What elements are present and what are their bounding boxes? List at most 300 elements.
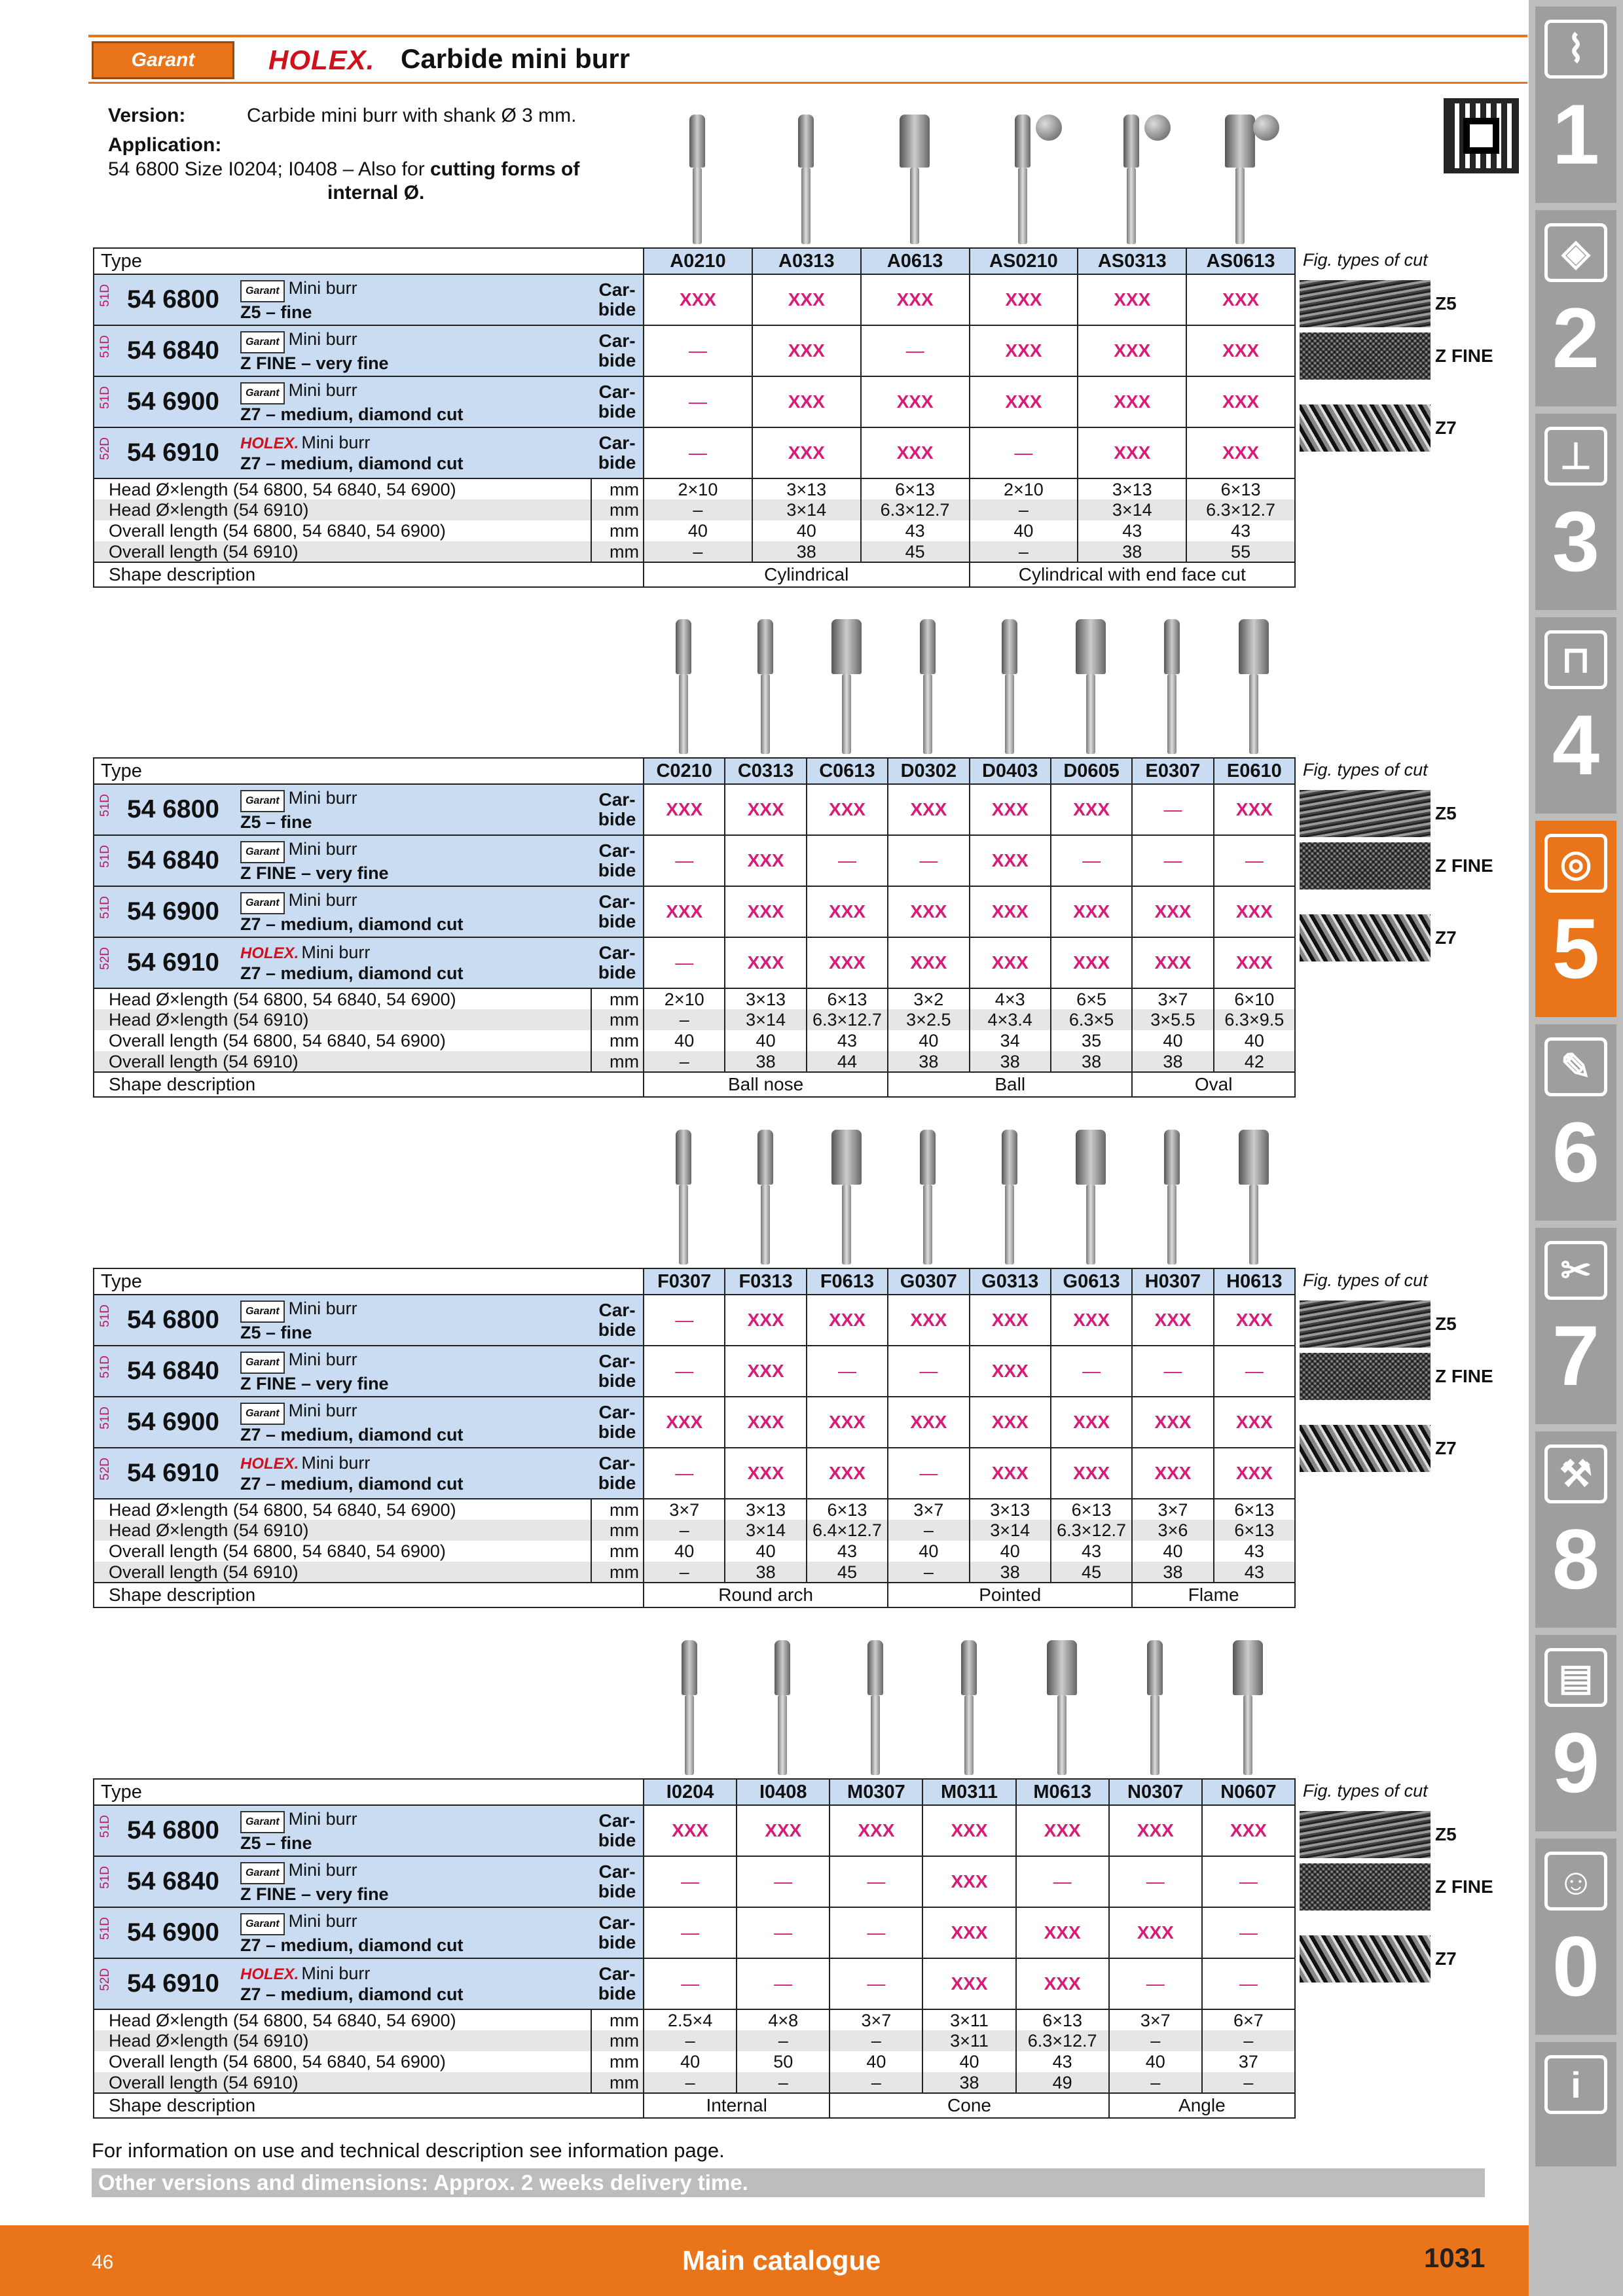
material-label[interactable]: Car- bide <box>591 1805 644 1856</box>
burr-image[interactable] <box>1086 674 1095 754</box>
chapter-tab-7[interactable] <box>1535 1228 1616 1424</box>
dimension-row[interactable] <box>94 478 1295 499</box>
availability-mark[interactable]: XXX <box>725 886 806 937</box>
article-number[interactable] <box>94 1295 238 1346</box>
garant-badge[interactable]: Garant <box>240 382 285 404</box>
shape-description[interactable]: Oval <box>1132 1072 1295 1097</box>
dimension-value[interactable]: 3×13 <box>970 1499 1051 1520</box>
cut-z5-image[interactable] <box>1300 1300 1431 1348</box>
article-class[interactable]: 51D <box>98 1355 112 1378</box>
article-description[interactable] <box>238 376 591 427</box>
dimension-row[interactable] <box>94 2009 1295 2030</box>
shape-label[interactable]: Shape description <box>94 1583 644 1607</box>
dimension-label[interactable]: Overall length (54 6800, 54 6840, 54 6900) <box>94 1541 591 1562</box>
type-code[interactable]: H0613 <box>1214 1268 1295 1295</box>
availability-mark[interactable]: XXX <box>1051 784 1132 835</box>
dimension-value[interactable]: 40 <box>1214 1030 1295 1051</box>
dimension-label[interactable]: Head Ø×length (54 6800, 54 6840, 54 6900) <box>94 988 591 1009</box>
garant-badge[interactable]: Garant <box>240 1811 285 1833</box>
dimension-value[interactable]: 3×7 <box>1132 1499 1213 1520</box>
article-row[interactable] <box>94 886 1295 937</box>
availability-mark[interactable]: XXX <box>1132 1448 1213 1499</box>
availability-mark[interactable]: XXX <box>1132 937 1213 988</box>
dimension-value[interactable]: 3×14 <box>725 1009 806 1030</box>
article-description[interactable] <box>238 1856 591 1907</box>
burr-head[interactable] <box>1047 1640 1077 1695</box>
cut-z7-image[interactable] <box>1300 1935 1431 1982</box>
availability-mark[interactable]: XXX <box>752 376 861 427</box>
fig-types-label[interactable]: Fig. types of cut <box>1303 1781 1428 1801</box>
unit-label[interactable]: mm <box>591 988 644 1009</box>
type-code[interactable]: F0613 <box>807 1268 888 1295</box>
article-row[interactable] <box>94 784 1295 835</box>
burr-head[interactable] <box>1164 619 1180 674</box>
dimension-value[interactable]: 3×5.5 <box>1132 1009 1213 1030</box>
availability-mark[interactable]: XXX <box>807 937 888 988</box>
type-code[interactable]: A0210 <box>644 248 752 274</box>
drill-icon[interactable]: ⌇ <box>1544 20 1607 79</box>
availability-mark[interactable]: XXX <box>644 1805 737 1856</box>
cabinet-icon[interactable]: ▤ <box>1544 1648 1607 1707</box>
shape-description[interactable]: Cylindrical with end face cut <box>970 562 1295 587</box>
type-code[interactable]: D0605 <box>1051 758 1132 784</box>
unit-label[interactable]: mm <box>591 1009 644 1030</box>
article-row[interactable] <box>94 1805 1295 1856</box>
material-label[interactable]: Car- bide <box>591 1397 644 1448</box>
article-no[interactable]: 54 6910 <box>127 1969 219 1998</box>
grade-label[interactable]: Z5 – fine <box>240 302 312 322</box>
tool-images[interactable] <box>643 1630 1294 1775</box>
shape-description[interactable]: Internal <box>644 2093 830 2118</box>
burr-image[interactable] <box>871 1695 880 1775</box>
article-description[interactable] <box>238 325 591 376</box>
article-row[interactable] <box>94 1346 1295 1397</box>
unit-label[interactable]: mm <box>591 541 644 562</box>
article-number[interactable] <box>94 937 238 988</box>
dimension-label[interactable]: Overall length (54 6800, 54 6840, 54 6900) <box>94 2051 591 2072</box>
dimension-value[interactable]: 3×14 <box>752 499 861 520</box>
garant-badge[interactable]: Garant <box>240 790 285 812</box>
dimension-value[interactable]: 40 <box>922 2051 1015 2072</box>
availability-mark[interactable]: XXX <box>752 274 861 325</box>
dimension-value[interactable]: 38 <box>888 1051 969 1072</box>
dimension-value[interactable]: – <box>644 1051 725 1072</box>
article-no[interactable]: 54 6910 <box>127 439 219 467</box>
article-number[interactable] <box>94 835 238 886</box>
product-table-2[interactable] <box>93 757 1296 1098</box>
type-code[interactable]: D0403 <box>970 758 1051 784</box>
dimension-value[interactable]: 6×13 <box>807 1499 888 1520</box>
dimension-label[interactable]: Head Ø×length (54 6910) <box>94 499 591 520</box>
dimension-value[interactable]: 40 <box>888 1030 969 1051</box>
garant-badge[interactable]: Garant <box>240 1913 285 1935</box>
grade-label[interactable]: Z5 – fine <box>240 1322 312 1342</box>
dimension-value[interactable]: 40 <box>752 520 861 541</box>
dimension-value[interactable]: 3×7 <box>1132 988 1213 1009</box>
availability-mark[interactable]: XXX <box>922 1958 1015 2009</box>
availability-mark[interactable]: XXX <box>861 274 970 325</box>
burr-image[interactable] <box>1150 1695 1159 1775</box>
mini-burr-label[interactable]: Mini burr <box>288 329 357 349</box>
dimension-row[interactable] <box>94 2072 1295 2093</box>
burr-image[interactable] <box>761 674 770 754</box>
grade-label[interactable]: Z5 – fine <box>240 1833 312 1853</box>
dimension-value[interactable]: 3×7 <box>830 2009 922 2030</box>
shape-description[interactable]: Flame <box>1132 1583 1295 1607</box>
type-label[interactable]: Type <box>94 1779 644 1805</box>
dimension-value[interactable]: 6×13 <box>1016 2009 1109 2030</box>
availability-mark[interactable]: XXX <box>807 1397 888 1448</box>
tool-images[interactable] <box>643 105 1294 244</box>
burr-image[interactable] <box>1243 1695 1252 1775</box>
chapter-number[interactable]: 9 <box>1552 1715 1600 1810</box>
chapter-tab-1[interactable] <box>1535 7 1616 203</box>
dimension-value[interactable]: 34 <box>970 1030 1051 1051</box>
article-no[interactable]: 54 6900 <box>127 387 219 416</box>
availability-mark[interactable]: XXX <box>888 784 969 835</box>
dimension-value[interactable]: 6.3×12.7 <box>807 1009 888 1030</box>
dimension-value[interactable]: 3×7 <box>1109 2009 1202 2030</box>
mini-burr-label[interactable]: Mini burr <box>288 1859 357 1880</box>
dimension-row[interactable] <box>94 541 1295 562</box>
mini-burr-label[interactable]: Mini burr <box>288 787 357 808</box>
chapter-tab-9[interactable] <box>1535 1635 1616 1831</box>
insert-icon[interactable]: ◈ <box>1544 223 1607 282</box>
availability-mark[interactable]: XXX <box>1109 1805 1202 1856</box>
availability-mark[interactable]: XXX <box>1186 427 1295 478</box>
dimension-value[interactable]: – <box>830 2030 922 2051</box>
grade-label[interactable]: Z7 – medium, diamond cut <box>240 1984 464 2004</box>
material-label[interactable]: Car- bide <box>591 1907 644 1958</box>
burr-head[interactable] <box>682 1640 697 1695</box>
article-no[interactable]: 54 6800 <box>127 795 219 823</box>
availability-mark[interactable]: XXX <box>1132 1397 1213 1448</box>
mini-burr-label[interactable]: Mini burr <box>301 942 371 962</box>
grade-label[interactable]: Z7 – medium, diamond cut <box>240 914 464 934</box>
availability-mark[interactable]: XXX <box>970 937 1051 988</box>
availability-mark[interactable]: XXX <box>725 1346 806 1397</box>
dimension-value[interactable]: 6×13 <box>1051 1499 1132 1520</box>
article-class[interactable]: 51D <box>98 1866 112 1889</box>
material-label[interactable]: Car- bide <box>591 325 644 376</box>
article-number[interactable] <box>94 1958 238 2009</box>
dimension-value[interactable]: – <box>1202 2030 1295 2051</box>
article-row[interactable] <box>94 1856 1295 1907</box>
burr-head[interactable] <box>920 1130 936 1185</box>
dimension-value[interactable]: 3×14 <box>725 1520 806 1541</box>
availability-mark[interactable]: XXX <box>1051 886 1132 937</box>
article-class[interactable]: 51D <box>98 1304 112 1327</box>
availability-mark[interactable]: XXX <box>1016 1907 1109 1958</box>
burr-image[interactable] <box>1086 1185 1095 1265</box>
dimension-label[interactable]: Overall length (54 6800, 54 6840, 54 6900) <box>94 1030 591 1051</box>
grade-label[interactable]: Z7 – medium, diamond cut <box>240 454 464 473</box>
availability-mark[interactable]: XXX <box>1078 325 1186 376</box>
availability-mark[interactable]: XXX <box>970 325 1078 376</box>
shape-label[interactable]: Shape description <box>94 562 644 587</box>
material-label[interactable]: Car- bide <box>591 835 644 886</box>
dimension-value[interactable]: 6.3×12.7 <box>1016 2030 1109 2051</box>
type-code[interactable]: N0607 <box>1202 1779 1295 1805</box>
burr-head[interactable] <box>1147 1640 1163 1695</box>
type-row[interactable] <box>94 1779 1295 1805</box>
unit-label[interactable]: mm <box>591 1051 644 1072</box>
article-number[interactable] <box>94 1448 238 1499</box>
material-label[interactable]: Car- bide <box>591 1295 644 1346</box>
dimension-value[interactable]: 3×13 <box>725 988 806 1009</box>
burr-head[interactable] <box>1233 1640 1263 1695</box>
chapter-tab-6[interactable] <box>1535 1024 1616 1221</box>
dimension-value[interactable]: 45 <box>861 541 970 562</box>
cut-face-dot[interactable] <box>1253 115 1279 141</box>
dimension-row[interactable] <box>94 1009 1295 1030</box>
burr-head[interactable] <box>831 619 862 674</box>
burr-image[interactable] <box>842 674 851 754</box>
tool-images[interactable] <box>643 609 1294 754</box>
dimension-value[interactable]: 3×14 <box>970 1520 1051 1541</box>
dimension-value[interactable]: 38 <box>752 541 861 562</box>
dimension-value[interactable]: 6.3×12.7 <box>1051 1520 1132 1541</box>
article-class[interactable]: 52D <box>98 1458 112 1480</box>
holex-badge[interactable]: HOLEX. <box>240 944 299 962</box>
unit-label[interactable]: mm <box>591 1541 644 1562</box>
dimension-value[interactable]: – <box>737 2030 830 2051</box>
dimension-value[interactable]: 43 <box>1051 1541 1132 1562</box>
burr-head[interactable] <box>1076 619 1106 674</box>
cut-label[interactable]: Z FINE <box>1435 1366 1493 1386</box>
availability-mark[interactable]: XXX <box>1016 1805 1109 1856</box>
dimension-value[interactable]: 38 <box>725 1562 806 1583</box>
dimension-value[interactable]: 38 <box>1132 1051 1213 1072</box>
fig-types-label[interactable]: Fig. types of cut <box>1303 1270 1428 1290</box>
availability-mark[interactable]: XXX <box>970 1397 1051 1448</box>
cut-face-dot[interactable] <box>1144 115 1171 141</box>
dimension-value[interactable]: 38 <box>970 1051 1051 1072</box>
shape-label[interactable]: Shape description <box>94 1072 644 1097</box>
article-number[interactable] <box>94 1856 238 1907</box>
availability-mark[interactable]: XXX <box>970 274 1078 325</box>
cut-zfine-image[interactable] <box>1300 332 1431 380</box>
burr-head[interactable] <box>1225 115 1255 168</box>
type-code[interactable]: F0307 <box>644 1268 725 1295</box>
mini-burr-label[interactable]: Mini burr <box>288 1910 357 1931</box>
article-number[interactable] <box>94 1397 238 1448</box>
holex-badge[interactable]: HOLEX. <box>240 1965 299 1983</box>
type-label[interactable]: Type <box>94 248 644 274</box>
availability-mark[interactable]: XXX <box>644 274 752 325</box>
availability-mark[interactable]: XXX <box>1051 1397 1132 1448</box>
mini-burr-label[interactable]: Mini burr <box>301 1964 371 1983</box>
dimension-value[interactable]: – <box>970 499 1078 520</box>
dimension-label[interactable]: Overall length (54 6910) <box>94 1562 591 1583</box>
availability-mark[interactable]: XXX <box>1186 376 1295 427</box>
burr-head[interactable] <box>757 619 773 674</box>
dimension-value[interactable]: 2×10 <box>644 988 725 1009</box>
shape-row[interactable] <box>94 562 1295 587</box>
article-row[interactable] <box>94 937 1295 988</box>
material-label[interactable]: Car- bide <box>591 1346 644 1397</box>
mini-burr-label[interactable]: Mini burr <box>301 433 371 452</box>
dimension-value[interactable]: 40 <box>970 1541 1051 1562</box>
dimension-label[interactable]: Overall length (54 6910) <box>94 1051 591 1072</box>
burr-image[interactable] <box>1235 168 1245 244</box>
availability-mark[interactable]: XXX <box>725 1295 806 1346</box>
burr-image[interactable] <box>801 168 811 244</box>
grinding-disc-icon[interactable]: ◎ <box>1544 834 1607 893</box>
availability-mark[interactable]: XXX <box>1214 1397 1295 1448</box>
availability-mark[interactable]: XXX <box>970 1295 1051 1346</box>
dimension-value[interactable]: – <box>1109 2030 1202 2051</box>
availability-mark[interactable]: XXX <box>888 1397 969 1448</box>
type-code[interactable]: I0408 <box>737 1779 830 1805</box>
type-code[interactable]: I0204 <box>644 1779 737 1805</box>
dimension-value[interactable]: 35 <box>1051 1030 1132 1051</box>
dimension-value[interactable]: – <box>888 1520 969 1541</box>
unit-label[interactable]: mm <box>591 1030 644 1051</box>
dimension-value[interactable]: 3×13 <box>1078 478 1186 499</box>
grade-label[interactable]: Z7 – medium, diamond cut <box>240 963 464 983</box>
burr-head[interactable] <box>961 1640 977 1695</box>
wrench-icon[interactable]: ✎ <box>1544 1037 1607 1096</box>
cut-zfine-image[interactable] <box>1300 1863 1431 1910</box>
shape-description[interactable]: Cylindrical <box>644 562 969 587</box>
product-table-3[interactable] <box>93 1268 1296 1608</box>
dimension-value[interactable]: 2×10 <box>644 478 752 499</box>
shape-row[interactable] <box>94 1583 1295 1607</box>
burr-image[interactable] <box>693 168 702 244</box>
article-description[interactable] <box>238 1805 591 1856</box>
dimension-value[interactable]: 4×3.4 <box>970 1009 1051 1030</box>
mini-burr-label[interactable]: Mini burr <box>288 380 357 400</box>
availability-mark[interactable]: XXX <box>970 1448 1051 1499</box>
availability-mark[interactable]: XXX <box>888 1295 969 1346</box>
shape-label[interactable]: Shape description <box>94 2093 644 2118</box>
article-no[interactable]: 54 6800 <box>127 1816 219 1844</box>
article-description[interactable] <box>238 937 591 988</box>
chapter-number[interactable]: 8 <box>1552 1511 1600 1607</box>
dimension-value[interactable]: 2.5×4 <box>644 2009 737 2030</box>
cut-z5-image[interactable] <box>1300 1811 1431 1858</box>
shape-description[interactable]: Angle <box>1109 2093 1295 2118</box>
pliers-icon[interactable]: ✂ <box>1544 1241 1607 1300</box>
garant-badge[interactable]: Garant <box>240 1403 285 1425</box>
cut-z5-image[interactable] <box>1300 280 1431 327</box>
dimension-value[interactable]: 6×13 <box>861 478 970 499</box>
dimension-value[interactable]: 6×7 <box>1202 2009 1295 2030</box>
article-class[interactable]: 51D <box>98 1815 112 1838</box>
burr-head[interactable] <box>867 1640 883 1695</box>
dimension-value[interactable]: 50 <box>737 2051 830 2072</box>
burr-head[interactable] <box>1002 1130 1017 1185</box>
mini-burr-label[interactable]: Mini burr <box>301 1453 371 1473</box>
cut-label[interactable]: Z7 <box>1435 418 1457 438</box>
dimension-value[interactable]: 6.3×12.7 <box>1186 499 1295 520</box>
article-row[interactable] <box>94 1958 1295 2009</box>
garant-badge[interactable]: Garant <box>240 892 285 914</box>
article-row[interactable] <box>94 1295 1295 1346</box>
availability-mark[interactable]: XXX <box>725 784 806 835</box>
cut-label[interactable]: Z7 <box>1435 1438 1457 1458</box>
availability-mark[interactable]: XXX <box>807 886 888 937</box>
availability-mark[interactable]: XXX <box>861 427 970 478</box>
type-label[interactable]: Type <box>94 758 644 784</box>
dimension-value[interactable]: 3×13 <box>752 478 861 499</box>
burr-image[interactable] <box>1249 674 1258 754</box>
burr-image[interactable] <box>1005 1185 1014 1265</box>
cut-label[interactable]: Z5 <box>1435 1314 1457 1334</box>
burr-image[interactable] <box>1127 168 1136 244</box>
availability-mark[interactable]: XXX <box>1051 1448 1132 1499</box>
dimension-value[interactable]: 49 <box>1016 2072 1109 2093</box>
type-code[interactable]: A0313 <box>752 248 861 274</box>
article-description[interactable] <box>238 1346 591 1397</box>
article-description[interactable] <box>238 784 591 835</box>
dimension-row[interactable] <box>94 499 1295 520</box>
availability-mark[interactable]: XXX <box>888 886 969 937</box>
burr-image[interactable] <box>964 1695 974 1775</box>
shape-description[interactable]: Round arch <box>644 1583 888 1607</box>
availability-mark[interactable]: XXX <box>1214 1295 1295 1346</box>
dimension-value[interactable]: 55 <box>1186 541 1295 562</box>
material-label[interactable]: Car- bide <box>591 274 644 325</box>
availability-mark[interactable]: XXX <box>1214 1448 1295 1499</box>
chapter-tab-5[interactable] <box>1535 821 1616 1017</box>
workshop-icon[interactable]: ⚒ <box>1544 1444 1607 1503</box>
grade-label[interactable]: Z5 – fine <box>240 812 312 832</box>
availability-mark[interactable]: XXX <box>807 1448 888 1499</box>
dimension-value[interactable]: – <box>644 1562 725 1583</box>
dimension-value[interactable]: 6×13 <box>1186 478 1295 499</box>
dimension-value[interactable]: 43 <box>1186 520 1295 541</box>
chapter-number[interactable]: 6 <box>1552 1104 1600 1200</box>
mini-burr-label[interactable]: Mini burr <box>288 278 357 298</box>
dimension-value[interactable]: 3×11 <box>922 2009 1015 2030</box>
dimension-label[interactable]: Head Ø×length (54 6910) <box>94 2030 591 2051</box>
type-label[interactable]: Type <box>94 1268 644 1295</box>
mini-burr-label[interactable]: Mini burr <box>288 1298 357 1318</box>
availability-mark[interactable]: XXX <box>970 835 1051 886</box>
dimension-value[interactable]: 43 <box>861 520 970 541</box>
dimension-value[interactable]: 3×14 <box>1078 499 1186 520</box>
cut-label[interactable]: Z7 <box>1435 927 1457 948</box>
dimension-value[interactable]: – <box>1202 2072 1295 2093</box>
availability-mark[interactable]: XXX <box>807 784 888 835</box>
dimension-label[interactable]: Head Ø×length (54 6910) <box>94 1009 591 1030</box>
dimension-value[interactable]: 6.4×12.7 <box>807 1520 888 1541</box>
article-row[interactable] <box>94 1448 1295 1499</box>
burr-image[interactable] <box>1167 1185 1176 1265</box>
material-label[interactable]: Car- bide <box>591 1958 644 2009</box>
product-table-1[interactable] <box>93 247 1296 588</box>
article-number[interactable] <box>94 1805 238 1856</box>
chapter-tab-2[interactable] <box>1535 210 1616 406</box>
availability-mark[interactable]: XXX <box>644 784 725 835</box>
burr-image[interactable] <box>1249 1185 1258 1265</box>
burr-image[interactable] <box>1018 168 1027 244</box>
safety-icon[interactable]: ☺ <box>1544 1852 1607 1910</box>
dimension-value[interactable]: – <box>830 2072 922 2093</box>
holex-badge[interactable]: HOLEX. <box>240 1455 299 1473</box>
type-row[interactable] <box>94 758 1295 784</box>
cut-face-dot[interactable] <box>1036 115 1062 141</box>
dimension-value[interactable]: 6×13 <box>1214 1499 1295 1520</box>
dimension-value[interactable]: 43 <box>1078 520 1186 541</box>
dimension-value[interactable]: 3×7 <box>888 1499 969 1520</box>
dimension-value[interactable]: 38 <box>725 1051 806 1072</box>
dimension-value[interactable]: – <box>644 1009 725 1030</box>
dimension-row[interactable] <box>94 1499 1295 1520</box>
dimension-value[interactable]: 45 <box>1051 1562 1132 1583</box>
